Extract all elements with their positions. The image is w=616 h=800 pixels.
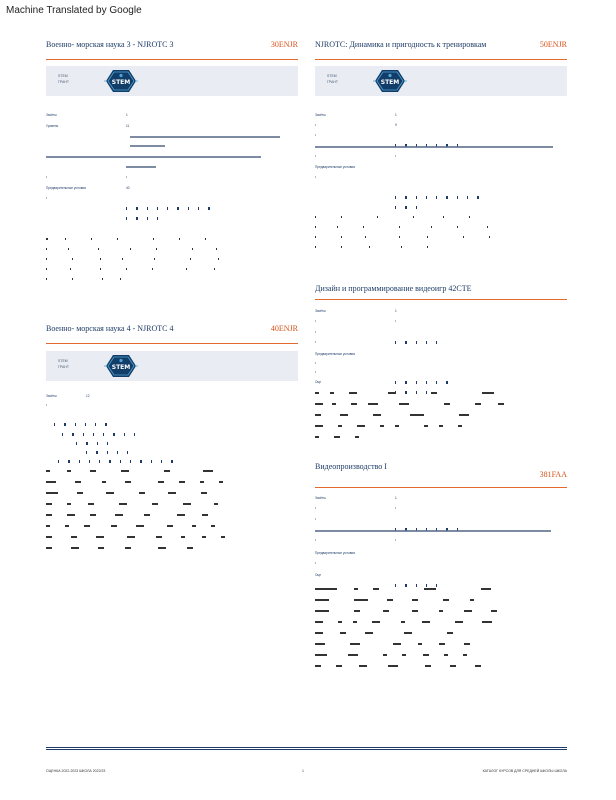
field-dots: • xyxy=(395,319,397,323)
field-row xyxy=(46,431,298,436)
course-card-5 xyxy=(315,460,567,705)
svg-text:STEM: STEM xyxy=(111,364,131,371)
description-line xyxy=(315,588,496,591)
field-dash: • xyxy=(315,133,317,137)
description-line xyxy=(315,414,474,417)
field-row xyxy=(46,196,298,201)
credits-row xyxy=(46,394,298,399)
field-dash: • xyxy=(315,361,317,365)
field-dash: • xyxy=(315,561,317,565)
description-line xyxy=(315,621,497,624)
requirement-line xyxy=(315,146,553,148)
requirement-line xyxy=(130,136,280,138)
stem-logo-icon xyxy=(373,68,407,94)
page-number: 1 xyxy=(302,769,304,773)
field-row xyxy=(46,206,298,211)
description-line xyxy=(46,268,220,271)
stem-grant-label: STEM ГРАНТ xyxy=(58,74,69,84)
course-code: 50ENJR xyxy=(539,40,567,49)
field-row xyxy=(315,506,567,511)
description-line xyxy=(315,216,475,219)
footer-left-text: ОЦЕНКА 2022-2023 ШКОЛА 2022/23 xyxy=(46,769,106,773)
course-header xyxy=(315,40,567,54)
credits-label: Зачёты xyxy=(46,394,57,398)
description-line xyxy=(315,665,486,668)
stem-grant-banner xyxy=(46,351,298,381)
stem-grant-label: STEM ГРАНТ xyxy=(58,359,69,369)
description-line xyxy=(315,236,495,239)
field-row xyxy=(315,319,567,324)
requirement-line xyxy=(130,145,165,147)
stem-grant-banner xyxy=(46,66,298,96)
evaluation-row xyxy=(315,573,567,578)
credits-label: Зачёты xyxy=(315,496,326,500)
field-row xyxy=(315,370,567,375)
footer-rule xyxy=(46,749,567,750)
field-row xyxy=(315,361,567,366)
field-dash: • xyxy=(315,370,317,374)
field-dash: • xyxy=(315,330,317,334)
description-line xyxy=(315,226,493,229)
description-line xyxy=(46,514,213,517)
grade-label: • xyxy=(315,123,317,127)
header-rule xyxy=(46,343,298,344)
description-line xyxy=(315,599,479,602)
credits-value: 1 xyxy=(395,309,397,313)
description-line xyxy=(46,278,126,281)
field-dash: • xyxy=(46,403,48,407)
description-line xyxy=(46,536,230,539)
grade-label: Уровень xyxy=(46,124,59,128)
field-dots xyxy=(58,450,182,453)
prereq-row xyxy=(315,551,567,556)
description-line xyxy=(315,246,433,249)
field-row xyxy=(315,517,567,522)
prereq-label: Предварительные условия xyxy=(315,551,355,555)
field-row xyxy=(46,412,298,417)
footer-rule xyxy=(46,747,567,748)
course-title: NJROTC: Динамика и пригодность к тренировкам xyxy=(315,40,487,49)
field-row xyxy=(315,561,567,566)
description-line xyxy=(315,436,364,439)
field-dash: • xyxy=(315,154,317,158)
field-dots: • xyxy=(395,506,397,510)
stem-grant-label: STEM ГРАНТ xyxy=(327,74,338,84)
credits-row xyxy=(315,309,567,314)
header-rule xyxy=(315,487,567,488)
field-dots xyxy=(395,381,436,384)
course-title: Видеопроизводство I xyxy=(315,462,387,471)
requirement-line xyxy=(46,156,261,158)
credits-label: Зачёты xyxy=(46,113,57,117)
course-card-4 xyxy=(46,318,298,618)
field-row xyxy=(315,154,567,159)
field-row xyxy=(315,133,567,138)
course-header xyxy=(315,284,567,298)
description-line xyxy=(315,392,499,395)
field-dash: • xyxy=(315,538,317,542)
grade-row xyxy=(315,123,567,128)
prereq-value: 40 xyxy=(126,186,130,190)
field-row xyxy=(315,538,567,543)
credits-row xyxy=(315,496,567,501)
field-dots: • xyxy=(395,538,397,542)
description-line xyxy=(315,425,467,428)
description-line xyxy=(315,643,475,646)
course-code: 30ENJR xyxy=(270,40,298,49)
field-row xyxy=(315,175,567,180)
grade-value: 9 xyxy=(395,123,397,127)
field-dash: • xyxy=(315,319,317,323)
header-rule xyxy=(315,59,567,60)
credits-row xyxy=(46,113,298,118)
course-title: Дизайн и программирование видеоигр 42CTE xyxy=(315,284,472,293)
field-dash: • xyxy=(315,175,317,179)
credits-value: 1 xyxy=(126,113,128,117)
field-row xyxy=(46,422,298,427)
field-dots xyxy=(395,196,426,199)
field-row xyxy=(315,195,567,200)
evaluation-label: Оце xyxy=(315,380,322,384)
field-dots xyxy=(395,371,457,374)
prereq-row xyxy=(315,165,567,170)
field-label-dash: • xyxy=(46,175,48,179)
field-dots xyxy=(126,207,167,210)
svg-text:STEM: STEM xyxy=(111,79,131,86)
description-line xyxy=(46,470,218,473)
header-rule xyxy=(315,299,567,300)
field-dots xyxy=(126,197,219,200)
requirement-line xyxy=(315,530,551,532)
stem-grant-banner xyxy=(315,66,567,96)
field-dots xyxy=(395,574,446,577)
field-dots xyxy=(395,134,467,137)
field-dots xyxy=(395,331,446,334)
field-dash: • xyxy=(315,340,317,344)
field-row xyxy=(46,449,298,454)
description-line xyxy=(46,525,220,528)
field-dots xyxy=(86,441,137,444)
description-line xyxy=(315,632,458,635)
field-dots xyxy=(54,413,116,416)
credits-value: 12 xyxy=(86,394,90,398)
description-line xyxy=(46,248,222,251)
credits-label: Зачёты xyxy=(315,309,326,313)
field-dots xyxy=(395,518,467,521)
description-line xyxy=(315,403,509,406)
footer-right-text: КАТАЛОГ КУРСОВ ДЛЯ СРЕДНЕЙ ШКОЛЫ ШКОЛА xyxy=(482,769,567,773)
description-line xyxy=(46,238,211,241)
field-dots xyxy=(62,423,144,426)
credits-value: 1 xyxy=(395,496,397,500)
course-code: 381FAA xyxy=(539,470,567,479)
prereq-row xyxy=(315,352,567,357)
description-line xyxy=(315,610,502,613)
field-row xyxy=(315,340,567,345)
course-title: Военно- морская наука 4 - NJROTC 4 xyxy=(46,324,174,333)
stem-logo-icon xyxy=(104,68,138,94)
course-card-2 xyxy=(315,38,567,258)
prereq-label: Предварительные условия xyxy=(315,165,355,169)
field-dots: • xyxy=(395,340,397,344)
course-title: Военно- морская наука 3 - NJROTC 3 xyxy=(46,40,174,49)
grade-value: 11 xyxy=(126,124,130,128)
prereq-label: Предварительные условия xyxy=(315,352,355,356)
description-line xyxy=(46,547,198,550)
field-dots xyxy=(76,432,117,435)
field-dots xyxy=(395,186,488,189)
credits-value: 1 xyxy=(395,113,397,117)
course-card-3 xyxy=(315,282,567,442)
credits-row xyxy=(315,113,567,118)
field-dots: • xyxy=(395,154,397,158)
field-row xyxy=(315,185,567,190)
course-card-1 xyxy=(46,38,298,298)
description-line xyxy=(315,654,472,657)
field-row xyxy=(46,175,298,180)
evaluation-row xyxy=(315,380,567,385)
description-line xyxy=(46,481,228,484)
stem-logo-icon xyxy=(104,353,138,379)
field-dots: • xyxy=(126,175,128,179)
grade-row xyxy=(46,124,298,129)
header-rule xyxy=(46,59,298,60)
machine-translated-banner: Machine Translated by Google xyxy=(6,5,142,16)
prereq-row xyxy=(46,186,298,191)
course-header xyxy=(46,324,298,338)
course-code: 40ENJR xyxy=(270,324,298,333)
description-line xyxy=(46,258,224,261)
field-label-dash: • xyxy=(46,196,48,200)
evaluation-label: Оце xyxy=(315,573,322,577)
description-line xyxy=(46,503,223,506)
field-row xyxy=(46,440,298,445)
field-dash: • xyxy=(315,506,317,510)
field-row xyxy=(315,330,567,335)
svg-text:STEM: STEM xyxy=(380,79,400,86)
requirement-line xyxy=(126,166,156,168)
description-line xyxy=(46,492,212,495)
course-header xyxy=(315,462,567,479)
credits-label: Зачёты xyxy=(315,113,326,117)
field-dash: • xyxy=(315,517,317,521)
field-row xyxy=(46,403,298,408)
course-header xyxy=(46,40,298,54)
prereq-label: Предварительные условия xyxy=(46,186,86,190)
